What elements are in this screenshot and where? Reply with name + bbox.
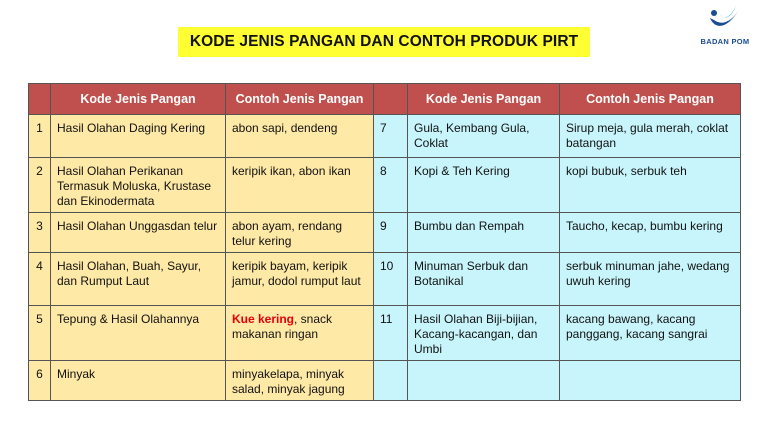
logo-text: BADAN POM (700, 37, 750, 46)
kode-cell: Minuman Serbuk dan Botanikal (408, 253, 560, 306)
badan-pom-logo (694, 4, 756, 48)
kode-cell: Kopi & Teh Kering (408, 158, 560, 213)
contoh-text: abon sapi, dendeng (232, 121, 338, 135)
kode-cell: Bumbu dan Rempah (408, 213, 560, 253)
header-kode-right: Kode Jenis Pangan (408, 84, 560, 115)
contoh-text: keripik ikan, abon ikan (232, 164, 351, 178)
header-kode-left: Kode Jenis Pangan (51, 84, 226, 115)
row-number (374, 361, 408, 401)
contoh-cell (226, 306, 374, 361)
kode-cell: Tepung & Hasil Olahannya (51, 306, 226, 361)
contoh-text: abon ayam, rendang telur kering (232, 219, 343, 248)
kode-cell: Minyak (51, 361, 226, 401)
row-number: 5 (29, 306, 51, 361)
contoh-cell (226, 253, 374, 306)
contoh-cell: Taucho, kecap, bumbu kering (560, 213, 741, 253)
contoh-cell: kopi bubuk, serbuk teh (560, 158, 741, 213)
table-header-row (29, 84, 741, 115)
row-number: 3 (29, 213, 51, 253)
contoh-cell (560, 361, 741, 401)
contoh-cell (226, 115, 374, 158)
kode-cell (408, 361, 560, 401)
row-number: 9 (374, 213, 408, 253)
row-number: 7 (374, 115, 408, 158)
kode-cell: Hasil Olahan Unggasdan telur (51, 213, 226, 253)
header-num-right (374, 84, 408, 115)
row-number: 8 (374, 158, 408, 213)
row-number: 10 (374, 253, 408, 306)
header-contoh-left: Contoh Jenis Pangan (226, 84, 374, 115)
badan-pom-swoosh-icon (706, 4, 744, 36)
header-contoh-right: Contoh Jenis Pangan (560, 84, 741, 115)
kode-cell: Hasil Olahan, Buah, Sayur, dan Rumput Laut (51, 253, 226, 306)
highlight-text: Kue kering (232, 312, 295, 326)
header-num-left (29, 84, 51, 115)
table-row (29, 115, 741, 158)
contoh-text: keripik bayam, keripik jamur, dodol rumput laut (232, 259, 361, 288)
kode-cell: Hasil Olahan Biji-bijian, Kacang-kacangan, dan Umbi (408, 306, 560, 361)
table-row (29, 306, 741, 361)
table-row (29, 253, 741, 306)
contoh-text: , snack makanan ringan (232, 312, 333, 341)
row-number: 2 (29, 158, 51, 213)
row-number: 1 (29, 115, 51, 158)
contoh-cell: serbuk minuman jahe, wedang uwuh kering (560, 253, 741, 306)
kode-cell: Hasil Olahan Perikanan Termasuk Moluska, Krustase dan Ekinodermata (51, 158, 226, 213)
kode-cell: Hasil Olahan Daging Kering (51, 115, 226, 158)
kode-pangan-table (28, 83, 741, 401)
contoh-text: minyakelapa, minyak salad, minyak jagung (232, 367, 345, 396)
table-row (29, 361, 741, 401)
kode-cell: Gula, Kembang Gula, Coklat (408, 115, 560, 158)
contoh-cell (226, 213, 374, 253)
contoh-cell (226, 158, 374, 213)
table-row (29, 158, 741, 213)
contoh-cell: kacang bawang, kacang panggang, kacang sangrai (560, 306, 741, 361)
row-number: 11 (374, 306, 408, 361)
contoh-cell: Sirup meja, gula merah, coklat batangan (560, 115, 741, 158)
page-title: KODE JENIS PANGAN DAN CONTOH PRODUK PIRT (178, 27, 590, 57)
contoh-cell (226, 361, 374, 401)
table-row (29, 213, 741, 253)
row-number: 4 (29, 253, 51, 306)
row-number: 6 (29, 361, 51, 401)
